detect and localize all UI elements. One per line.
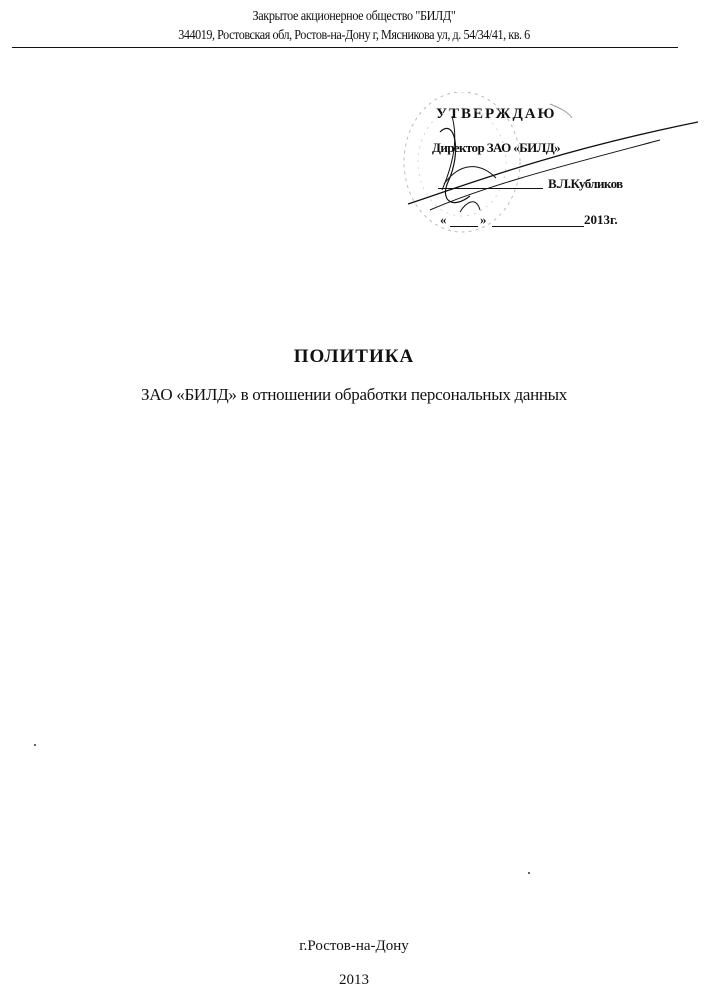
header-company-name: Закрытое акционерное общество "БИЛД" <box>252 8 456 23</box>
document-title: ПОЛИТИКА <box>293 346 415 367</box>
header-address: 344019, Ростовская обл, Ростов-на-Дону г, Мясникова ул, д. 54/34/41, кв. 6 <box>178 27 530 42</box>
footer-city: г.Ростов-на-Дону <box>299 938 409 954</box>
date-quote-open: « <box>440 212 447 227</box>
director-name: В.Л.Кубликов <box>548 176 623 191</box>
document-subtitle: ЗАО «БИЛД» в отношении обработки персональных данных <box>140 385 567 404</box>
scan-speck <box>528 872 530 874</box>
scan-speck <box>34 744 36 746</box>
footer-year: 2013 <box>339 972 369 988</box>
date-quote-close: » <box>480 212 487 227</box>
header-divider <box>12 47 678 48</box>
director-position: Директор ЗАО «БИЛД» <box>432 140 561 155</box>
approval-year: 2013г. <box>584 212 618 227</box>
approval-title: УТВЕРЖДАЮ <box>436 106 557 122</box>
signature-stamp-icon <box>400 92 700 252</box>
